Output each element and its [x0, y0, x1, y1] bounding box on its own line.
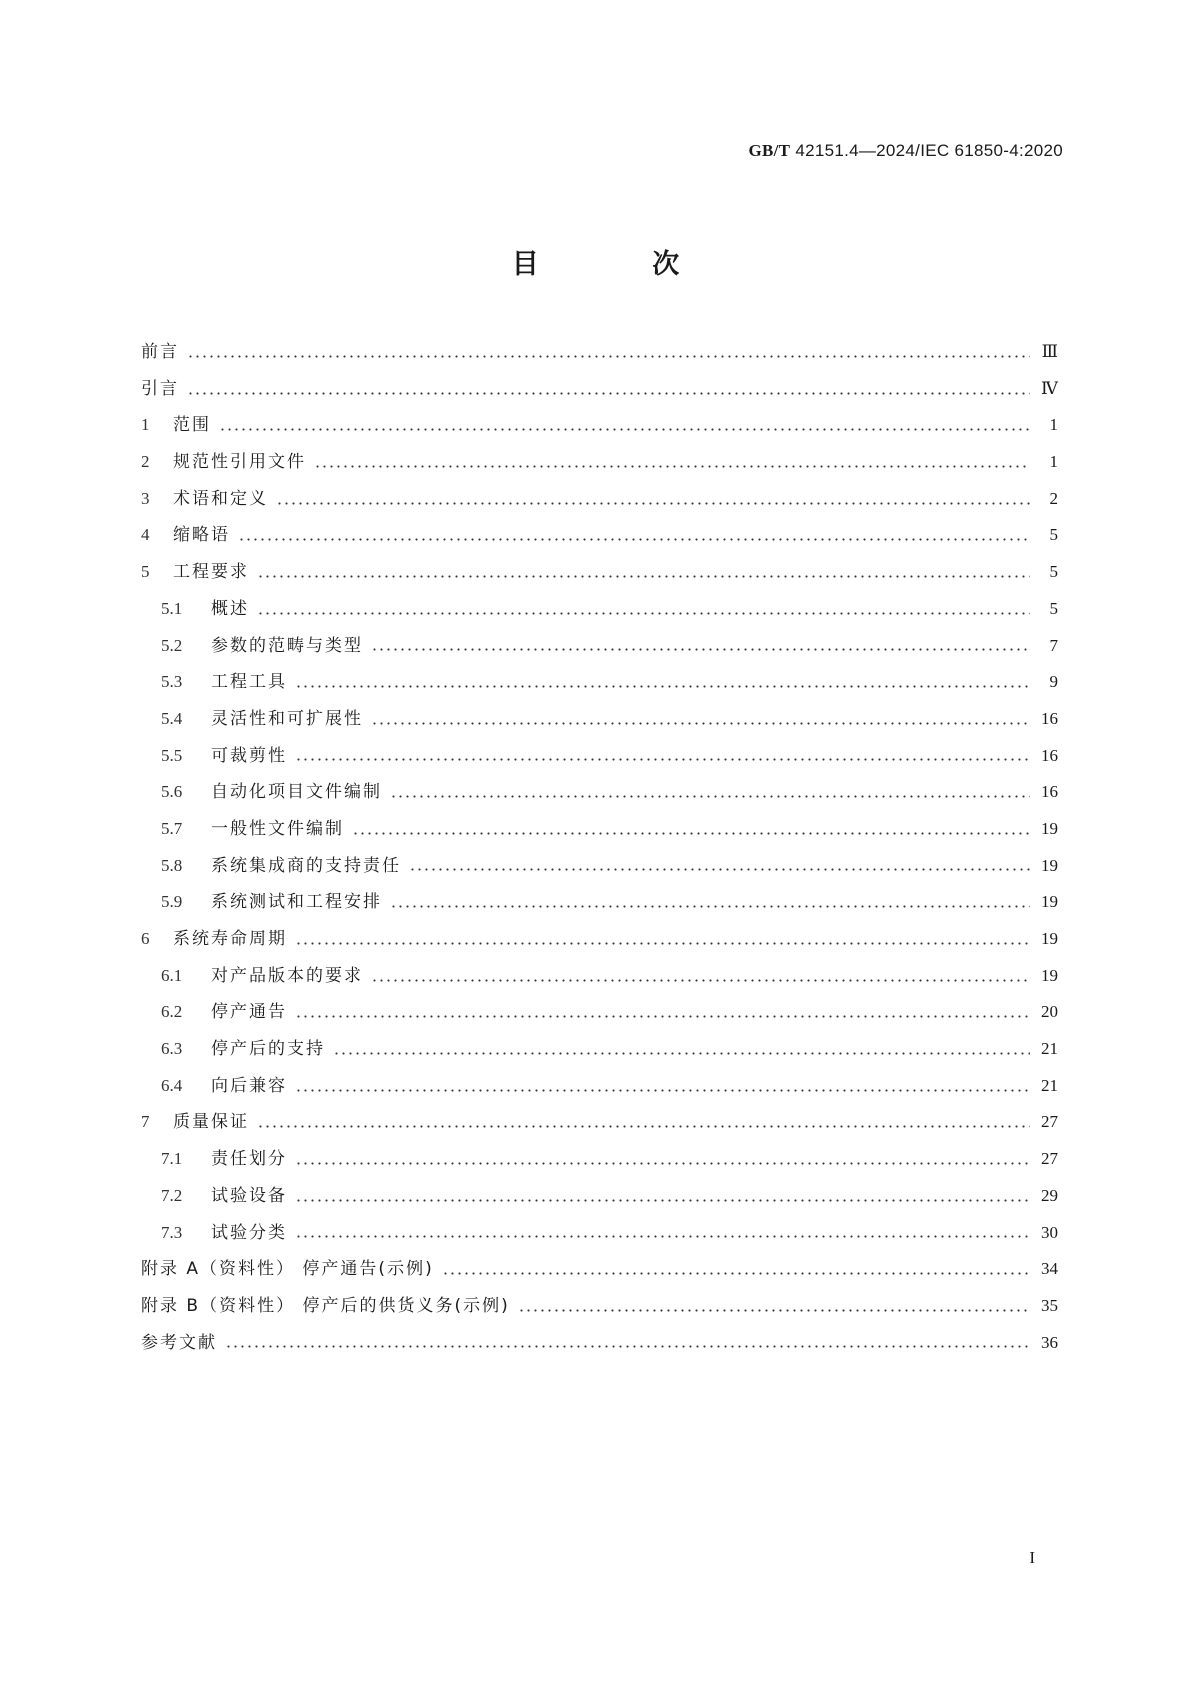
toc-leader-dots	[187, 392, 1030, 395]
toc-leader-dots	[295, 1199, 1030, 1202]
toc-entry-page: 21	[1041, 1075, 1058, 1095]
toc-entry-label: 系统测试和工程安排	[211, 892, 382, 913]
toc-entry-number: 5.5	[161, 745, 183, 765]
toc-entry-page: 9	[1049, 672, 1058, 692]
toc-leader-dots	[257, 575, 1030, 578]
toc-entry-label: 术语和定义	[173, 488, 268, 509]
toc-entry-page: 5	[1049, 525, 1058, 545]
toc-leader-dots	[257, 612, 1030, 615]
toc-entry-page: 16	[1041, 708, 1058, 728]
toc-entry-number: 6.2	[161, 1002, 183, 1022]
toc-entry-number: 6.3	[161, 1039, 183, 1059]
toc-leader-dots	[257, 1125, 1030, 1128]
toc-entry-number: 2	[141, 452, 150, 472]
toc-title: 目 次	[511, 249, 732, 280]
toc-leader-dots	[295, 1235, 1030, 1238]
toc-entry-page: Ⅲ	[1041, 342, 1058, 361]
toc-leader-dots	[518, 1309, 1030, 1312]
toc-leader-dots	[295, 942, 1030, 945]
toc-leader-dots	[295, 1015, 1030, 1018]
page-number: I	[1029, 1548, 1035, 1567]
toc-entry-label: 质量保证	[173, 1112, 249, 1133]
toc-entry-page: 19	[1041, 929, 1058, 948]
toc-entry[interactable]	[141, 1068, 1058, 1105]
toc-leader-dots	[295, 1089, 1030, 1092]
toc-entry-page: 35	[1041, 1295, 1058, 1315]
toc-entry-number: 5.7	[161, 818, 183, 838]
toc-entry-number: 6.1	[161, 965, 183, 985]
toc-entry-label: 系统集成商的支持责任	[211, 855, 401, 876]
toc-entry-number: 5.4	[161, 708, 183, 728]
toc-entry[interactable]	[141, 1141, 1058, 1178]
toc-entry-label: 引言	[141, 378, 179, 399]
toc-entry-number: 5.3	[161, 672, 183, 692]
toc-leader-dots	[276, 502, 1030, 505]
toc-entry[interactable]	[141, 591, 1058, 628]
toc-entry-page: 5	[1049, 598, 1058, 618]
toc-entry[interactable]	[141, 1215, 1058, 1252]
toc-leader-dots	[295, 685, 1030, 688]
toc-entry-label: 向后兼容	[211, 1075, 287, 1096]
toc-entry[interactable]	[141, 994, 1058, 1031]
toc-entry-number: 5.2	[161, 635, 183, 655]
toc-entry-label: 灵活性和可扩展性	[211, 708, 363, 729]
table-of-contents	[141, 334, 1058, 1361]
toc-entry-page: 19	[1041, 855, 1058, 875]
toc-entry-number: 1	[141, 415, 150, 435]
toc-entry-number: 6	[141, 929, 150, 948]
toc-entry-page: 19	[1041, 892, 1058, 912]
toc-entry-page: 30	[1041, 1222, 1058, 1242]
toc-leader-dots	[409, 868, 1030, 871]
toc-entry-page: 7	[1049, 635, 1058, 655]
toc-leader-dots	[238, 538, 1030, 541]
toc-entry[interactable]	[141, 1251, 1058, 1288]
toc-entry-page: 19	[1041, 818, 1058, 838]
toc-entry-label: 缩略语	[173, 525, 230, 546]
toc-entry-page: 5	[1049, 562, 1058, 582]
toc-leader-dots	[314, 465, 1030, 468]
toc-entry[interactable]	[141, 921, 1058, 958]
toc-leader-dots	[371, 648, 1030, 651]
toc-entry[interactable]	[141, 811, 1058, 848]
toc-entry-label: 规范性引用文件	[173, 452, 306, 473]
toc-entry-number: 5	[141, 562, 150, 582]
toc-leader-dots	[295, 758, 1030, 761]
toc-entry[interactable]	[141, 958, 1058, 995]
toc-entry-number: 7.1	[161, 1149, 183, 1169]
toc-entry-label: 工程工具	[211, 672, 287, 693]
toc-entry-page: 27	[1041, 1112, 1058, 1132]
toc-leader-dots	[219, 428, 1030, 431]
toc-entry-number: 5.6	[161, 782, 183, 802]
toc-entry-label: 附录 B（资料性） 停产后的供货义务(示例)	[141, 1295, 510, 1316]
toc-entry[interactable]	[141, 701, 1058, 738]
document-code-prefix: GB/T	[748, 141, 791, 160]
toc-entry-label: 一般性文件编制	[211, 818, 344, 839]
toc-entry-label: 可裁剪性	[211, 745, 287, 766]
toc-leader-dots	[442, 1272, 1030, 1275]
toc-entry-page: 36	[1041, 1332, 1058, 1352]
toc-entry-number: 7.3	[161, 1222, 183, 1242]
toc-entry-label: 范围	[173, 415, 211, 436]
toc-entry-page: 1	[1049, 415, 1058, 435]
document-code-number: 42151.4—2024/IEC 61850-4:2020	[795, 141, 1063, 160]
toc-entry-page: 1	[1049, 452, 1058, 472]
toc-entry[interactable]	[141, 334, 1058, 371]
toc-entry[interactable]	[141, 884, 1058, 921]
toc-leader-dots	[295, 1162, 1030, 1165]
toc-entry[interactable]	[141, 1325, 1058, 1362]
toc-leader-dots	[225, 1345, 1030, 1348]
toc-entry[interactable]	[141, 738, 1058, 775]
toc-entry-label: 附录 A（资料性） 停产通告(示例)	[141, 1259, 434, 1280]
toc-entry[interactable]	[141, 481, 1058, 518]
toc-entry-number: 6.4	[161, 1075, 183, 1095]
toc-entry-label: 自动化项目文件编制	[211, 782, 382, 803]
toc-entry[interactable]	[141, 774, 1058, 811]
toc-entry-page: 2	[1049, 488, 1058, 508]
toc-entry-number: 5.9	[161, 892, 183, 912]
toc-entry[interactable]	[141, 517, 1058, 554]
toc-entry-page: 16	[1041, 745, 1058, 765]
toc-entry-page: 29	[1041, 1185, 1058, 1205]
toc-entry-number: 5.1	[161, 598, 183, 618]
toc-entry-page: 34	[1041, 1259, 1058, 1279]
toc-entry[interactable]	[141, 1104, 1058, 1141]
toc-entry-number: 4	[141, 525, 150, 545]
toc-entry-number: 5.8	[161, 855, 183, 875]
toc-entry-label: 责任划分	[211, 1149, 287, 1170]
document-code	[748, 141, 1063, 161]
toc-entry[interactable]	[141, 1288, 1058, 1325]
toc-entry-label: 工程要求	[173, 562, 249, 583]
toc-entry-label: 前言	[141, 342, 179, 362]
toc-entry[interactable]	[141, 1031, 1058, 1068]
toc-entry-page: 19	[1041, 965, 1058, 985]
toc-entry-label: 试验设备	[211, 1185, 287, 1206]
toc-leader-dots	[371, 722, 1030, 725]
toc-entry-page: 21	[1041, 1039, 1058, 1059]
toc-entry[interactable]	[141, 371, 1058, 408]
toc-entry-number: 3	[141, 488, 150, 508]
toc-entry-page: 20	[1041, 1002, 1058, 1022]
toc-entry-label: 参考文献	[141, 1332, 217, 1353]
toc-entry[interactable]	[141, 1178, 1058, 1215]
toc-entry-label: 停产后的支持	[211, 1039, 325, 1060]
toc-entry[interactable]	[141, 407, 1058, 444]
toc-entry-number: 7	[141, 1112, 150, 1132]
toc-entry[interactable]	[141, 554, 1058, 591]
toc-leader-dots	[333, 1052, 1030, 1055]
toc-entry-label: 试验分类	[211, 1222, 287, 1243]
toc-entry-page: 16	[1041, 782, 1058, 802]
toc-entry-label: 概述	[211, 598, 249, 619]
toc-entry[interactable]	[141, 628, 1058, 665]
toc-entry[interactable]	[141, 848, 1058, 885]
toc-leader-dots	[390, 795, 1030, 798]
toc-entry-page: Ⅳ	[1041, 378, 1058, 398]
toc-entry-page: 27	[1041, 1149, 1058, 1169]
toc-entry[interactable]	[141, 664, 1058, 701]
toc-entry-label: 系统寿命周期	[173, 929, 287, 949]
toc-leader-dots	[390, 905, 1030, 908]
toc-leader-dots	[371, 979, 1030, 982]
toc-entry[interactable]	[141, 444, 1058, 481]
toc-leader-dots	[187, 355, 1030, 358]
toc-entry-label: 参数的范畴与类型	[211, 635, 363, 656]
toc-entry-label: 停产通告	[211, 1002, 287, 1023]
toc-entry-number: 7.2	[161, 1185, 183, 1205]
toc-entry-label: 对产品版本的要求	[211, 965, 363, 986]
toc-leader-dots	[352, 832, 1030, 835]
